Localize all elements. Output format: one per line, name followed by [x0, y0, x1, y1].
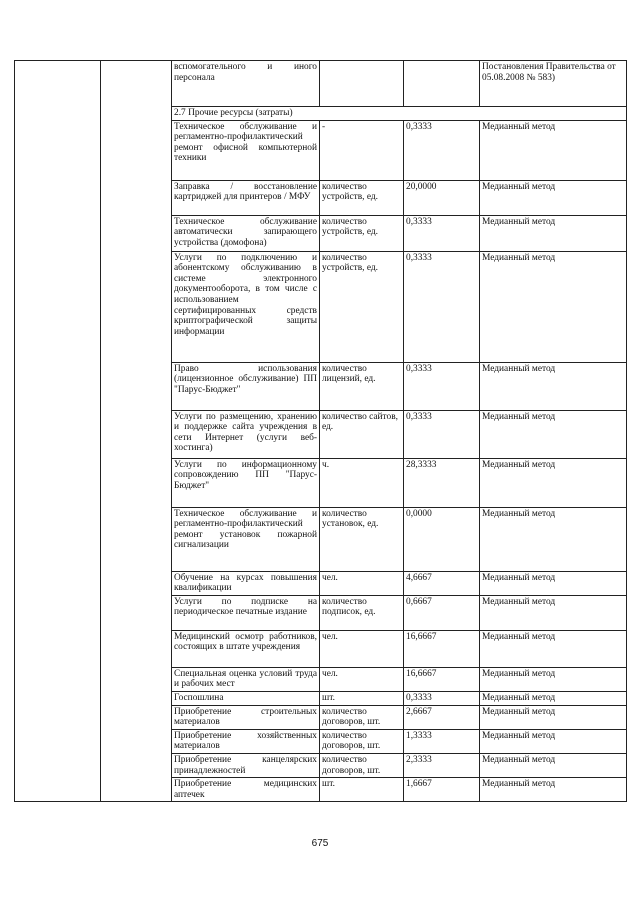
value-cell: 16,6667	[404, 630, 480, 667]
value-cell: 0,3333	[404, 362, 480, 410]
value-cell: 28,3333	[404, 458, 480, 507]
method-cell: Медианный метод	[480, 458, 627, 507]
resource-name-cell: Услуги по подписке на периодическое печатные издание	[172, 595, 320, 630]
unit-cell: количество устройств, ед.	[320, 215, 404, 251]
value-cell: 0,3333	[404, 410, 480, 458]
unit-cell: количество устройств, ед.	[320, 180, 404, 215]
method-cell: Медианный метод	[480, 251, 627, 362]
value-cell: 0,3333	[404, 215, 480, 251]
unit-cell: количество лицензий, ед.	[320, 362, 404, 410]
method-cell: Медианный метод	[480, 180, 627, 215]
table-row	[15, 61, 627, 107]
section-header: 2.7 Прочие ресурсы (затраты)	[172, 107, 627, 121]
resource-name-cell: Приобретение канцелярских принадлежностей	[172, 753, 320, 777]
col-2-cell	[101, 61, 172, 802]
resource-name-cell: Специальная оценка условий труда и рабочих мест	[172, 667, 320, 691]
resource-name-cell: Приобретение строительных материалов	[172, 705, 320, 729]
value-cell: 2,3333	[404, 753, 480, 777]
method-cell: Медианный метод	[480, 778, 627, 802]
value-cell: 0,3333	[404, 251, 480, 362]
value-cell	[404, 61, 480, 107]
method-cell: Постановления Правительства от 05.08.2008 № 583)	[480, 61, 627, 107]
value-cell: 4,6667	[404, 571, 480, 595]
table-body	[15, 61, 627, 802]
unit-cell: -	[320, 120, 404, 180]
unit-cell: количество сайтов, ед.	[320, 410, 404, 458]
unit-cell: ч.	[320, 458, 404, 507]
resource-name-cell: Заправка / восстановление картриджей для принтеров / МФУ	[172, 180, 320, 215]
method-cell: Медианный метод	[480, 630, 627, 667]
method-cell: Медианный метод	[480, 729, 627, 753]
resource-name-cell: Техническое обслуживание автоматически запирающего устройства (домофона)	[172, 215, 320, 251]
unit-cell: шт.	[320, 691, 404, 705]
method-cell: Медианный метод	[480, 691, 627, 705]
resource-name-cell: Обучение на курсах повышения квалификации	[172, 571, 320, 595]
resource-name-cell: Право использования (лицензионное обслуживание) ПП "Парус-Бюджет"	[172, 362, 320, 410]
method-cell: Медианный метод	[480, 362, 627, 410]
unit-cell: количество договоров, шт.	[320, 729, 404, 753]
resource-name-cell: вспомогательного и иного персонала	[172, 61, 320, 107]
method-cell: Медианный метод	[480, 410, 627, 458]
resource-name-cell: Техническое обслуживание и регламентно-профилактический ремонт офисной компьютерной техники	[172, 120, 320, 180]
method-cell: Медианный метод	[480, 595, 627, 630]
resource-name-cell: Медицинский осмотр работников, состоящих в штате учреждения	[172, 630, 320, 667]
resource-name-cell: Приобретение медицинских аптечек	[172, 778, 320, 802]
value-cell: 0,3333	[404, 120, 480, 180]
unit-cell: чел.	[320, 571, 404, 595]
unit-cell: чел.	[320, 667, 404, 691]
method-cell: Медианный метод	[480, 215, 627, 251]
unit-cell: количество подписок, ед.	[320, 595, 404, 630]
method-cell: Медианный метод	[480, 120, 627, 180]
method-cell: Медианный метод	[480, 705, 627, 729]
method-cell: Медианный метод	[480, 667, 627, 691]
resource-table	[14, 60, 627, 802]
col-1-cell	[15, 61, 101, 802]
resource-name-cell: Приобретение хозяйственных материалов	[172, 729, 320, 753]
resource-name-cell: Услуги по информационному сопровождению ПП "Парус-Бюджет"	[172, 458, 320, 507]
value-cell: 16,6667	[404, 667, 480, 691]
unit-cell: количество устройств, ед.	[320, 251, 404, 362]
page-number: 675	[311, 838, 329, 849]
method-cell: Медианный метод	[480, 507, 627, 571]
value-cell: 1,3333	[404, 729, 480, 753]
resource-name-cell: Услуги по размещению, хранению и поддержке сайта учреждения в сети Интернет (услуги веб-хостинга)	[172, 410, 320, 458]
method-cell: Медианный метод	[480, 753, 627, 777]
unit-cell: количество договоров, шт.	[320, 705, 404, 729]
unit-cell: чел.	[320, 630, 404, 667]
method-cell: Медианный метод	[480, 571, 627, 595]
unit-cell	[320, 61, 404, 107]
resource-name-cell: Госпошлина	[172, 691, 320, 705]
value-cell: 2,6667	[404, 705, 480, 729]
unit-cell: шт.	[320, 778, 404, 802]
value-cell: 0,3333	[404, 691, 480, 705]
unit-cell: количество установок, ед.	[320, 507, 404, 571]
value-cell: 1,6667	[404, 778, 480, 802]
resource-name-cell: Техническое обслуживание и регламентно-профилактический ремонт установок пожарной сигнализации	[172, 507, 320, 571]
unit-cell: количество договоров, шт.	[320, 753, 404, 777]
resource-name-cell: Услуги по подключению и абонентскому обслуживанию в системе электронного документооборота, в том числе с использованием сертифицированных средств криптографической защиты информации	[172, 251, 320, 362]
value-cell: 20,0000	[404, 180, 480, 215]
value-cell: 0,6667	[404, 595, 480, 630]
value-cell: 0,0000	[404, 507, 480, 571]
